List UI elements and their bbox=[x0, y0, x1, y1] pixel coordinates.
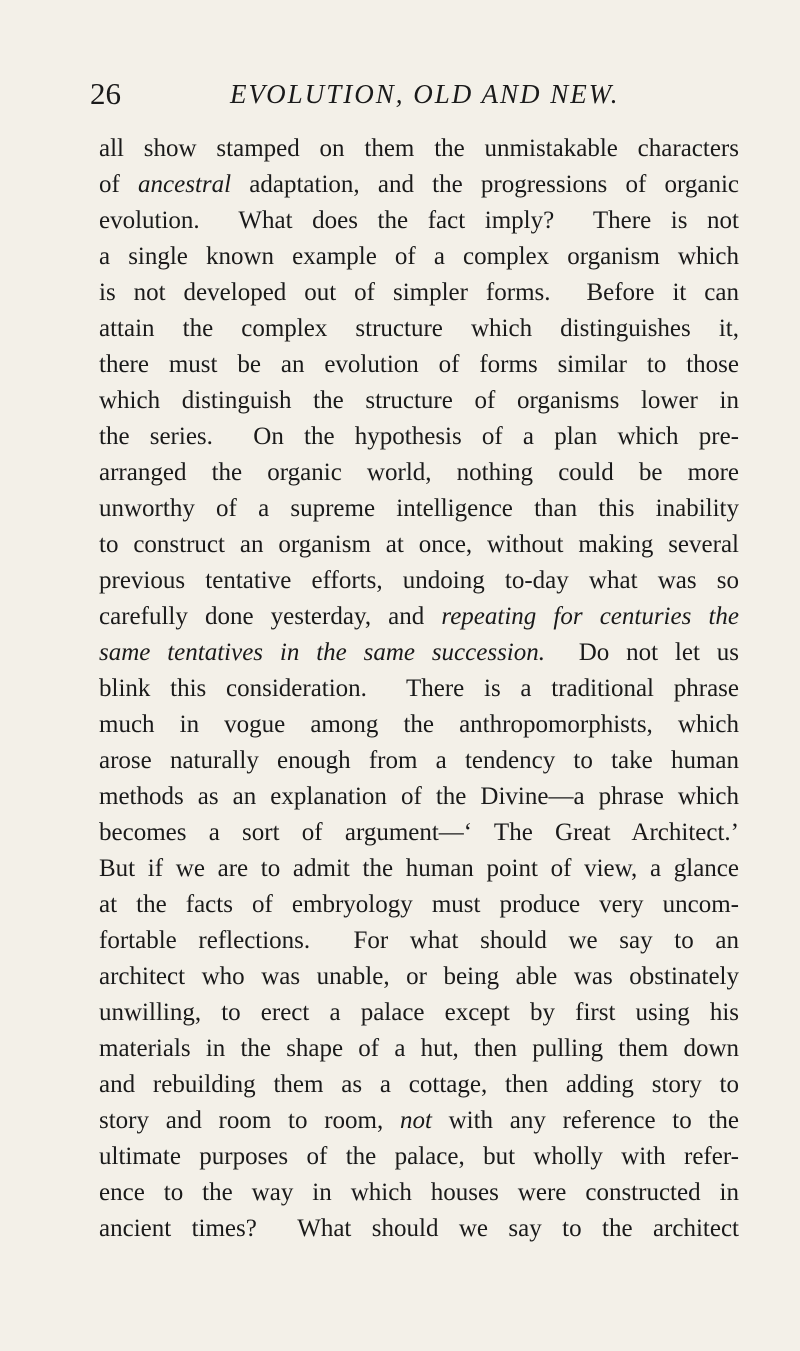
body-text bbox=[99, 131, 739, 1247]
text-line bbox=[99, 743, 739, 779]
text-segment: arose naturally enough from a tendency to take human bbox=[99, 747, 739, 774]
text-segment: attain the complex structure which distinguishes it, bbox=[99, 315, 739, 342]
running-title: EVOLUTION, OLD AND NEW. bbox=[230, 79, 620, 109]
text-line bbox=[99, 203, 739, 239]
text-segment: of bbox=[99, 171, 139, 198]
text-line bbox=[99, 995, 739, 1031]
text-line bbox=[99, 239, 739, 275]
text-segment: carefully done yesterday, and bbox=[99, 603, 442, 630]
text-segment: unwilling, to erect a palace except by first using his bbox=[99, 999, 739, 1026]
text-segment: architect who was unable, or being able was obstinately bbox=[99, 963, 739, 990]
text-segment: But if we are to admit the human point of view, a glance bbox=[99, 855, 739, 882]
text-line bbox=[99, 1067, 739, 1103]
text-line bbox=[99, 635, 739, 671]
text-line bbox=[99, 959, 739, 995]
text-segment: Do not let us bbox=[545, 639, 739, 666]
text-line bbox=[99, 815, 739, 851]
text-line bbox=[99, 383, 739, 419]
text-line bbox=[99, 131, 739, 167]
text-line bbox=[99, 599, 739, 635]
text-line bbox=[99, 167, 739, 203]
text-segment: blink this consideration. There is a traditional phrase bbox=[99, 675, 739, 702]
text-segment: a single known example of a complex organism which bbox=[99, 243, 739, 270]
text-line bbox=[99, 347, 739, 383]
text-line bbox=[99, 851, 739, 887]
text-line bbox=[99, 1175, 739, 1211]
text-segment: at the facts of embryology must produce very uncom- bbox=[99, 891, 739, 918]
text-segment: much in vogue among the anthropomorphists, which bbox=[99, 711, 739, 738]
text-segment: evolution. What does the fact imply? There is not bbox=[99, 207, 739, 234]
text-line bbox=[99, 563, 739, 599]
text-line bbox=[99, 311, 739, 347]
italic-text: not bbox=[399, 1107, 432, 1134]
text-line bbox=[99, 779, 739, 815]
text-segment: to construct an organism at once, without making several bbox=[99, 531, 739, 558]
text-segment: which distinguish the structure of organisms lower in bbox=[99, 387, 739, 414]
text-line bbox=[99, 419, 739, 455]
text-segment: materials in the shape of a hut, then pulling them down bbox=[99, 1035, 739, 1062]
text-segment: the series. On the hypothesis of a plan which pre- bbox=[99, 423, 739, 450]
italic-text: repeating for centuries the bbox=[441, 603, 739, 630]
text-line bbox=[99, 275, 739, 311]
text-line bbox=[99, 1031, 739, 1067]
text-segment: becomes a sort of argument—‘ The Great Architect.’ bbox=[99, 819, 739, 846]
text-line bbox=[99, 1139, 739, 1175]
text-segment: adaptation, and the progressions of organic bbox=[231, 171, 739, 198]
text-segment: is not developed out of simpler forms. Before it can bbox=[99, 279, 739, 306]
text-segment: unworthy of a supreme intelligence than this inability bbox=[99, 495, 739, 522]
text-line bbox=[99, 455, 739, 491]
italic-text: ancestral bbox=[138, 171, 232, 198]
text-line bbox=[99, 671, 739, 707]
text-segment: ancient times? What should we say to the architect bbox=[99, 1215, 739, 1242]
text-line bbox=[99, 707, 739, 743]
text-segment: with any reference to the bbox=[431, 1107, 739, 1134]
text-line bbox=[99, 1103, 739, 1139]
text-segment: and rebuilding them as a cottage, then adding story to bbox=[99, 1071, 739, 1098]
text-segment: ence to the way in which houses were constructed in bbox=[99, 1179, 739, 1206]
text-segment: arranged the organic world, nothing could be more bbox=[99, 459, 739, 486]
text-segment: methods as an explanation of the Divine—a phrase which bbox=[99, 783, 739, 810]
page-number: 26 bbox=[90, 76, 121, 111]
text-segment: previous tentative efforts, undoing to-day what was so bbox=[99, 567, 739, 594]
text-line bbox=[99, 923, 739, 959]
text-line bbox=[99, 1211, 739, 1247]
text-segment: fortable reflections. For what should we say to an bbox=[99, 927, 739, 954]
running-head bbox=[90, 74, 750, 118]
text-line bbox=[99, 527, 739, 563]
text-line bbox=[99, 491, 739, 527]
text-segment: there must be an evolution of forms similar to those bbox=[99, 351, 739, 378]
text-segment: all show stamped on them the unmistakable characters bbox=[99, 135, 739, 162]
text-segment: story and room to room, bbox=[99, 1107, 400, 1134]
text-segment: ultimate purposes of the palace, but wholly with refer- bbox=[99, 1143, 739, 1170]
italic-text: same tentatives in the same succession. bbox=[99, 639, 545, 666]
text-line bbox=[99, 887, 739, 923]
